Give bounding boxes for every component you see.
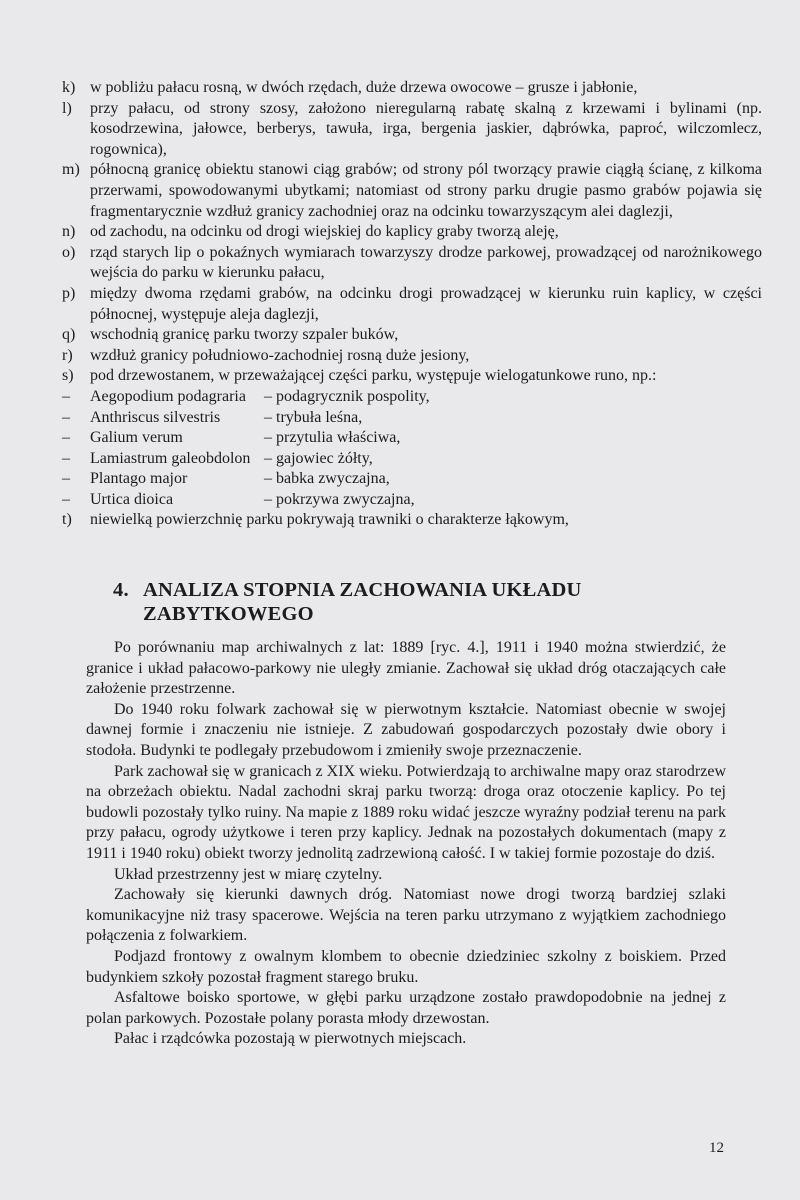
- paragraph: Układ przestrzenny jest w miarę czytelny.: [114, 865, 383, 883]
- paragraph: Do 1940 roku folwark zachował się w pierwotnym kształcie. Natomiast obecnie w swojej dawnej formie i znaczeniu nie istnieje. Z zabudowań gospodarczych pozostały dwie obory i stodoła. Budynki te podlegały przebudowom i zmieniły swoje przeznaczenie.: [86, 700, 726, 759]
- paragraph: Zachowały się kierunki dawnych dróg. Natomiast nowe drogi tworzą bardziej szlaki komunikacyjne niż trasy spacerowe. Wejścia na teren parku utrzymano z wyjątkiem zachodniego połączenia z folwarkiem.: [86, 886, 726, 945]
- species-polish-name: – trybuła leśna,: [264, 408, 363, 426]
- list-item-text: północną granicę obiektu stanowi ciąg grabów; od strony pól tworzący prawie ciągłą ścianę, z kilkoma przerwami, spowodowanymi ubytkami; natomiast od strony parku drugie pasmo grabów pojawia się fragmentarycznie wzdłuż granicy zachodniej oraz na odcinku towarzyszącym alei daglezji,: [90, 161, 762, 220]
- species-dash: –: [62, 470, 70, 488]
- paragraph: Park zachował się w granicach z XIX wieku. Potwierdzają to archiwalne mapy oraz starodrzew na obrzeżach obiektu. Nadal zachodni skraj parku tworzą: droga oraz otoczenie kaplicy. Po tej budowli pozostały tylko ruiny. Na mapie z 1889 roku widać jeszcze wyraźny podział terenu na park przy pałacu, ogrody użytkowe i teren przy kaplicy. Jednak na pozostałych dokumentach (mapy z 1911 i 1940 roku) obiekt tworzy jednolitą zadrzewioną całość. I w takiej formie pozostaje do dziś.: [86, 762, 726, 862]
- list-item: [62, 222, 762, 243]
- list-item: [62, 366, 762, 387]
- species-dash: –: [62, 490, 70, 508]
- list-item: [62, 243, 762, 284]
- page-number: 12: [709, 1140, 724, 1156]
- species-row: [62, 490, 762, 511]
- list-marker: n): [62, 223, 76, 241]
- list-item: [62, 325, 762, 346]
- species-latin-name: Urtica dioica: [90, 490, 174, 508]
- paragraph: Podjazd frontowy z owalnym klombem to obecnie dziedziniec szkolny z boiskiem. Przed budynkiem szkoły pozostał fragment starego bruku.: [86, 947, 726, 986]
- list-marker: k): [62, 79, 76, 96]
- feature-list: [62, 78, 762, 531]
- list-marker: s): [62, 367, 74, 385]
- species-row: [62, 428, 762, 449]
- species-polish-name: – pokrzywa zwyczajna,: [264, 490, 415, 508]
- list-marker: o): [62, 243, 76, 261]
- list-item-text: niewielką powierzchnię parku pokrywają trawniki o charakterze łąkowym,: [90, 511, 569, 529]
- list-marker: q): [62, 326, 76, 344]
- section-heading: [113, 578, 733, 626]
- list-marker: p): [62, 284, 76, 302]
- list-marker: t): [62, 511, 72, 529]
- list-item-text: rząd starych lip o pokaźnych wymiarach towarzyszy drodze parkowej, prowadzącej od narożnikowego wejścia do parku w kierunku pałacu,: [90, 243, 762, 282]
- paragraph: Asfaltowe boisko sportowe, w głębi parku urządzone zostało prawdopodobnie na jednej z polan parkowych. Pozostałe polany porasta młody drzewostan.: [86, 989, 726, 1027]
- species-row: [62, 408, 762, 429]
- list-item: [62, 284, 762, 325]
- list-item-text: w pobliżu pałacu rosną, w dwóch rzędach, duże drzewa owocowe – grusze i jabłonie,: [90, 79, 638, 96]
- species-row: [62, 449, 762, 470]
- list-item: [62, 346, 762, 367]
- list-item: [62, 160, 762, 222]
- list-item-text: wzdłuż granicy południowo-zachodniej rosną duże jesiony,: [90, 346, 470, 364]
- species-latin-name: Plantago major: [90, 470, 188, 488]
- list-marker: r): [62, 346, 73, 364]
- list-item: [62, 99, 762, 161]
- species-latin-name: Aegopodium podagraria: [90, 387, 246, 405]
- list-item-text: wschodnią granicę parku tworzy szpaler buków,: [90, 326, 399, 344]
- species-polish-name: – przytulia właściwa,: [264, 429, 401, 447]
- species-polish-name: – podagrycznik pospolity,: [264, 387, 430, 405]
- list-item-text: między dwoma rzędami grabów, na odcinku drogi prowadzącej w kierunku ruin kaplicy, w części północnej, występuje aleja daglezji,: [90, 284, 762, 323]
- species-row: [62, 469, 762, 490]
- list-item-text: od zachodu, na odcinku od drogi wiejskiej do kaplicy graby tworzą aleję,: [90, 223, 559, 241]
- list-marker: m): [62, 161, 80, 179]
- species-dash: –: [62, 387, 70, 405]
- species-latin-name: Anthriscus silvestris: [90, 408, 221, 426]
- section-title: ANALIZA STOPNIA ZACHOWANIA UKŁADU ZABYTKOWEGO: [143, 579, 582, 625]
- species-polish-name: – gajowiec żółty,: [264, 449, 373, 467]
- list-item: [62, 510, 762, 531]
- species-dash: –: [62, 429, 70, 447]
- paragraph: Po porównaniu map archiwalnych z lat: 1889 [ryc. 4.], 1911 i 1940 można stwierdzić, że granice i układ pałacowo-parkowy nie uległy zmianie. Zachował się układ dróg otaczających całe założenie przestrzenne.: [86, 639, 726, 698]
- section-number: 4.: [113, 579, 129, 601]
- paragraph: Pałac i rządcówka pozostają w pierwotnych miejscach.: [114, 1030, 467, 1048]
- species-row: [62, 387, 762, 408]
- list-item-text: pod drzewostanem, w przeważającej części parku, występuje wielogatunkowe runo, np.:: [90, 367, 657, 385]
- list-item: [62, 78, 762, 99]
- list-item-text: przy pałacu, od strony szosy, założono nieregularną rabatę skalną z krzewami i bylinami (np. kosodrzewina, jałowce, berberys, tawuła, irga, bergenia jaskier, dąbrówka, paproć, wilczomlecz, rogownica),: [90, 99, 762, 158]
- section-body: [86, 638, 726, 1050]
- list-marker: l): [62, 99, 72, 117]
- species-polish-name: – babka zwyczajna,: [264, 470, 390, 488]
- species-dash: –: [62, 449, 70, 467]
- species-dash: –: [62, 408, 70, 426]
- species-latin-name: Galium verum: [90, 429, 183, 447]
- species-latin-name: Lamiastrum galeobdolon: [90, 449, 251, 467]
